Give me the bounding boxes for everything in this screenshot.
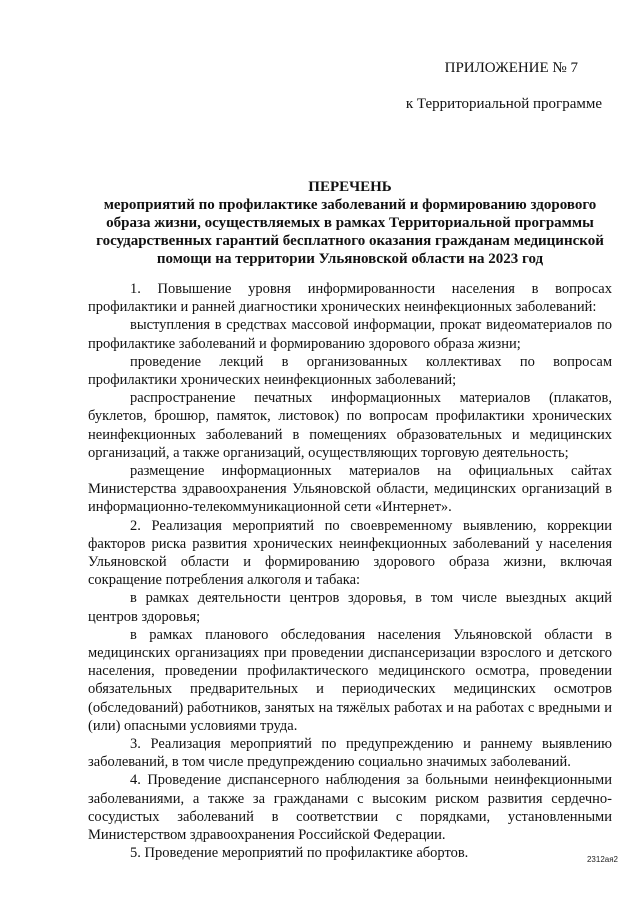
title-text: мероприятий по профилактике заболеваний и формированию здорового образа жизни, осуществляемых в рамках Территориальной программы государственных гарантий бесплатного оказания гражданам медицинской помощи на территории Ульяновской области на 2023 год	[96, 197, 604, 267]
paragraph: проведение лекций в организованных коллективах по вопросам профилактики хронических неинфекционных заболеваний;	[88, 353, 612, 389]
paragraph: 3. Реализация мероприятий по предупреждению и раннему выявлению заболеваний, в том числе предупреждению социально значимых заболеваний.	[88, 736, 612, 771]
document-body	[88, 280, 612, 863]
paragraph: размещение информационных материалов на официальных сайтах Министерства здравоохранения Ульяновской области, медицинских организаций в информационно-телекоммуникационной сети «Интернет».	[88, 463, 612, 516]
document-title	[88, 178, 612, 268]
paragraph: выступления в средствах массовой информации, прокат видеоматериалов по профилактике заболеваний и формированию здорового образа жизни;	[88, 317, 612, 352]
paragraph: в рамках планового обследования населения Ульяновской области в медицинских организациях при проведении диспансеризации взрослого и детского населения, проведении профилактического медицинского осмотра, проведении обязательных предварительных и периодических медицинских осмотров (обследований) работников, занятых на тяжёлых работах и на работах с вредными и (или) опасными условиями труда.	[88, 626, 612, 734]
paragraph: 4. Проведение диспансерного наблюдения за больными неинфекционными заболеваниями, а также за гражданами с высоким риском развития сердечно-сосудистых заболеваний в соответствии с порядками, установленными Министерством здравоохранения Российской Федерации.	[88, 772, 612, 844]
paragraph: 2. Реализация мероприятий по своевременному выявлению, коррекции факторов риска развития хронических неинфекционных заболеваний у населения Ульяновской области и формированию здорового образа жизни, включая сокращение потребления алкоголя и табака:	[88, 517, 612, 589]
paragraph: 1. Повышение уровня информированности населения в вопросах профилактики и ранней диагностики хронических неинфекционных заболеваний:	[88, 281, 612, 316]
annex-number: ПРИЛОЖЕНИЕ № 7	[444, 60, 578, 76]
annex-subtitle: к Территориальной программе	[405, 96, 602, 112]
title-heading: ПЕРЕЧЕНЬ	[308, 179, 392, 195]
paragraph: в рамках деятельности центров здоровья, в том числе выездных акций центров здоровья;	[88, 590, 612, 625]
footer-code: 2312ая2	[586, 855, 618, 864]
paragraph: 5. Проведение мероприятий по профилактике абортов.	[130, 845, 469, 862]
paragraph: распространение печатных информационных материалов (плакатов, буклетов, брошюр, памяток, листовок) по вопросам профилактики хронических неинфекционных заболеваний в помещениях образовательных и медицинских организаций, а также организаций, осуществляющих торговую деятельность;	[88, 390, 612, 461]
